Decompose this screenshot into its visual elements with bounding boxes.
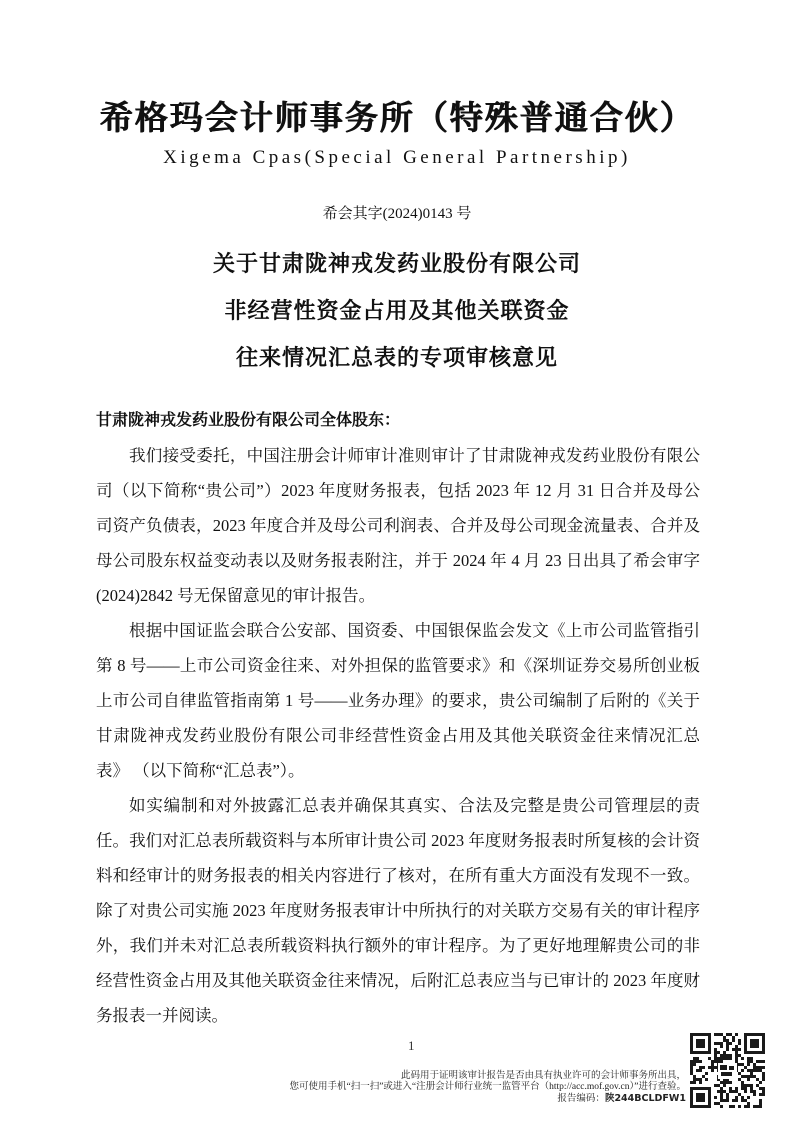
report-code-label: 报告编码： bbox=[557, 1094, 605, 1104]
page-number: 1 bbox=[408, 1038, 415, 1053]
firm-name-english: Xigema Cpas(Special General Partnership) bbox=[163, 147, 631, 168]
body-paragraph: 我们接受委托，中国注册会计师审计准则审计了甘肃陇神戎发药业股份有限公司（以下简称“贵公司”）2023 年度财务报表，包括 2023 年 12 月 31 日合并及母公司资产负债表，2023 年度合并及母公司利润表、合并及母公司现金流量表、合并及母公司股东权益变动表以及财务报表附注，并于 2024 年 4 月 23 日出具了希会审字(2024)2842 号无保留意见的审计报告。 bbox=[96, 446, 700, 605]
document-number: 希会其字(2024)0143 号 bbox=[322, 206, 472, 222]
verification-note bbox=[216, 1071, 686, 1105]
body-paragraph: 如实编制和对外披露汇总表并确保其真实、合法及完整是贵公司管理层的责任。我们对汇总表所载资料与本所审计贵公司 2023 年度财务报表时所复核的会计资料和经审计的财务报表的相关内容进行了核对，在所有重大方面没有发现不一致。除了对贵公司实施 2023 年度财务报表审计中所执行的对关联方交易有关的审计程序外，我们并未对汇总表所载资料执行额外的审计程序。为了更好地理解贵公司的非经营性资金占用及其他关联资金往来情况，后附汇总表应当与已审计的 2023 年度财务报表一并阅读。 bbox=[96, 796, 700, 1025]
report-title bbox=[0, 240, 794, 381]
report-title-line: 往来情况汇总表的专项审核意见 bbox=[235, 345, 558, 370]
qr-code-icon bbox=[690, 1033, 765, 1109]
qr-code bbox=[690, 1033, 765, 1109]
body-paragraph: 根据中国证监会联合公安部、国资委、中国银保监会发文《上市公司监管指引第 8 号——上市公司资金往来、对外担保的监管要求》和《深圳证券交易所创业板上市公司自律监管指南第 1 号——业务办理》的要求，贵公司编制了后附的《关于甘肃陇神戎发药业股份有限公司非经营性资金占用及其他关联资金往来情况汇总表》 （以下简称“汇总表”）。 bbox=[96, 621, 700, 780]
verification-note-line-1: 此码用于证明该审计报告是否由具有执业许可的会计师事务所出具， bbox=[400, 1071, 686, 1081]
report-body bbox=[0, 438, 794, 1033]
report-title-line: 关于甘肃陇神戎发药业股份有限公司 bbox=[212, 251, 581, 276]
salutation: 甘肃陇神戎发药业股份有限公司全体股东： bbox=[96, 412, 401, 429]
verification-note-line-2: 您可使用手机“扫一扫”或进入“注册会计师行业统一监管平台（http://acc.mof.gov.cn）”进行查验。 bbox=[289, 1082, 686, 1092]
report-code-value: 陕244BCLDFW1 bbox=[604, 1093, 686, 1104]
report-code-line bbox=[216, 1093, 686, 1105]
report-title-line: 非经营性资金占用及其他关联资金 bbox=[224, 298, 570, 323]
firm-name-chinese: 希格玛会计师事务所（特殊普通合伙） bbox=[99, 101, 695, 137]
